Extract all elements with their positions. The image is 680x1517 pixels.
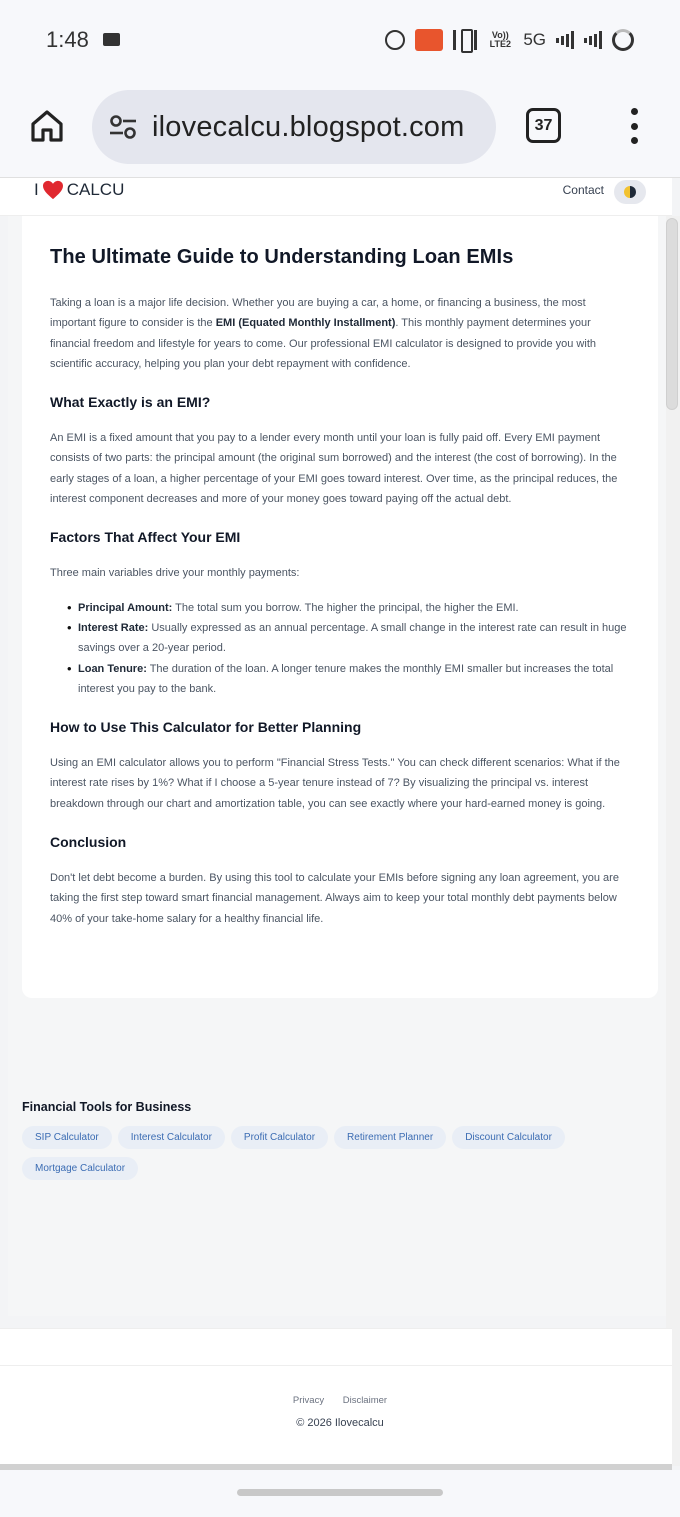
site-footer <box>0 1328 672 1464</box>
section-heading-planning: How to Use This Calculator for Better Planning <box>50 719 362 736</box>
section-text-conclusion: Don't let debt become a burden. By using this tool to calculate your EMIs before signing any loan agreement, you are taking the first step toward smart financial management. Always aim to keep your total monthly debt payments below 40% of your take-home salary for a healthy financial life. <box>50 872 619 925</box>
article-intro: Taking a loan is a major life decision. Whether you are buying a car, a home, or financing a business, the most important figure to consider is the EMI (Equated Monthly Installment). This monthly payment determines your financial freedom and lifestyle for years to come. Our professional EMI calculator is designed to provide you with scientific accuracy, helping you plan your debt repayment with confidence. <box>50 297 596 370</box>
site-settings-icon[interactable] <box>108 112 138 142</box>
article-title: The Ultimate Guide to Understanding Loan EMIs <box>50 246 514 268</box>
site-logo[interactable] <box>34 180 124 200</box>
chip-discount-calculator[interactable]: Discount Calculator <box>452 1126 565 1149</box>
system-nav-bar <box>0 1470 680 1517</box>
section-heading-conclusion: Conclusion <box>50 834 127 851</box>
tools-title: Financial Tools for Business <box>22 1100 192 1114</box>
brand-name: CALCU <box>66 180 125 199</box>
browser-menu-icon[interactable] <box>626 108 642 144</box>
section-text-factors-intro: Three main variables drive your monthly payments: <box>50 567 300 580</box>
scrollbar-thumb[interactable] <box>666 218 678 410</box>
signal-icon-2 <box>584 30 602 50</box>
factors-list <box>78 598 630 699</box>
half-moon-icon <box>624 186 636 198</box>
section-text-what-is-emi: An EMI is a fixed amount that you pay to a lender every month until your loan is fully paid off. Every EMI payment consists of two parts: the principal amount (the original sum borrowed) and the interest (the cost of borrowing). In the early stages of a loan, a higher percentage of your EMI goes toward interest. Over time, as the principal reduces, the interest component decreases and more of your money goes toward paying off the actual debt. <box>50 432 618 506</box>
chip-mortgage-calculator[interactable]: Mortgage Calculator <box>22 1157 138 1180</box>
list-item: • Interest Rate: Usually expressed as an annual percentage. A small change in the interest rate can result in huge savings over a 20-year period. <box>78 618 630 659</box>
video-record-icon <box>103 33 120 46</box>
status-bar <box>0 0 680 82</box>
brand-prefix: I <box>34 180 39 199</box>
gesture-handle[interactable] <box>237 1489 443 1496</box>
home-icon[interactable] <box>29 108 65 144</box>
tools-chip-list <box>22 1126 642 1180</box>
vibrate-icon <box>453 30 477 50</box>
contact-link[interactable]: Contact <box>562 183 604 197</box>
privacy-link[interactable]: Privacy <box>292 1395 325 1406</box>
disclaimer-link[interactable]: Disclaimer <box>342 1395 388 1406</box>
cast-icon <box>415 29 443 51</box>
volte-icon: Vo)) LTE2 <box>489 30 511 49</box>
chip-interest-calculator[interactable]: Interest Calculator <box>118 1126 225 1149</box>
theme-toggle-button[interactable] <box>614 180 646 204</box>
network-5g-label: 5G <box>523 30 546 49</box>
signal-icon <box>556 30 574 50</box>
copyright-text: © 2026 Ilovecalcu <box>296 1417 384 1429</box>
address-bar[interactable] <box>92 90 496 164</box>
section-heading-what-is-emi: What Exactly is an EMI? <box>50 394 211 411</box>
chip-sip-calculator[interactable]: SIP Calculator <box>22 1126 112 1149</box>
browser-toolbar <box>0 82 680 178</box>
financial-tools-section <box>22 1100 662 1180</box>
chip-profit-calculator[interactable]: Profit Calculator <box>231 1126 328 1149</box>
article-card <box>22 216 658 998</box>
alarm-icon <box>385 30 405 50</box>
battery-ring-icon <box>612 29 634 51</box>
footer-divider <box>0 1365 672 1366</box>
tab-switcher-button[interactable]: 37 <box>526 108 561 143</box>
footer-links <box>0 1395 680 1406</box>
url-text[interactable]: ilovecalcu.blogspot.com <box>152 110 465 143</box>
list-item: • Loan Tenure: The duration of the loan. A longer tenure makes the monthly EMI smaller but increases the total interest you pay to the bank. <box>78 659 630 700</box>
site-header <box>0 178 672 216</box>
list-item: • Principal Amount: The total sum you borrow. The higher the principal, the higher the EMI. <box>78 598 630 618</box>
chip-retirement-planner[interactable]: Retirement Planner <box>334 1126 446 1149</box>
heart-icon <box>42 180 64 200</box>
status-time: 1:48 <box>46 27 89 52</box>
section-text-planning: Using an EMI calculator allows you to perform "Financial Stress Tests." You can check different scenarios: What if the interest rate rises by 1%? What if I choose a 5-year tenure instead of 7? By visualizing the principal vs. interest breakdown through our chart and amortization table, you can see exactly where your hard-earned money is going. <box>50 757 620 810</box>
status-icons <box>385 26 634 54</box>
section-heading-factors: Factors That Affect Your EMI <box>50 529 241 546</box>
